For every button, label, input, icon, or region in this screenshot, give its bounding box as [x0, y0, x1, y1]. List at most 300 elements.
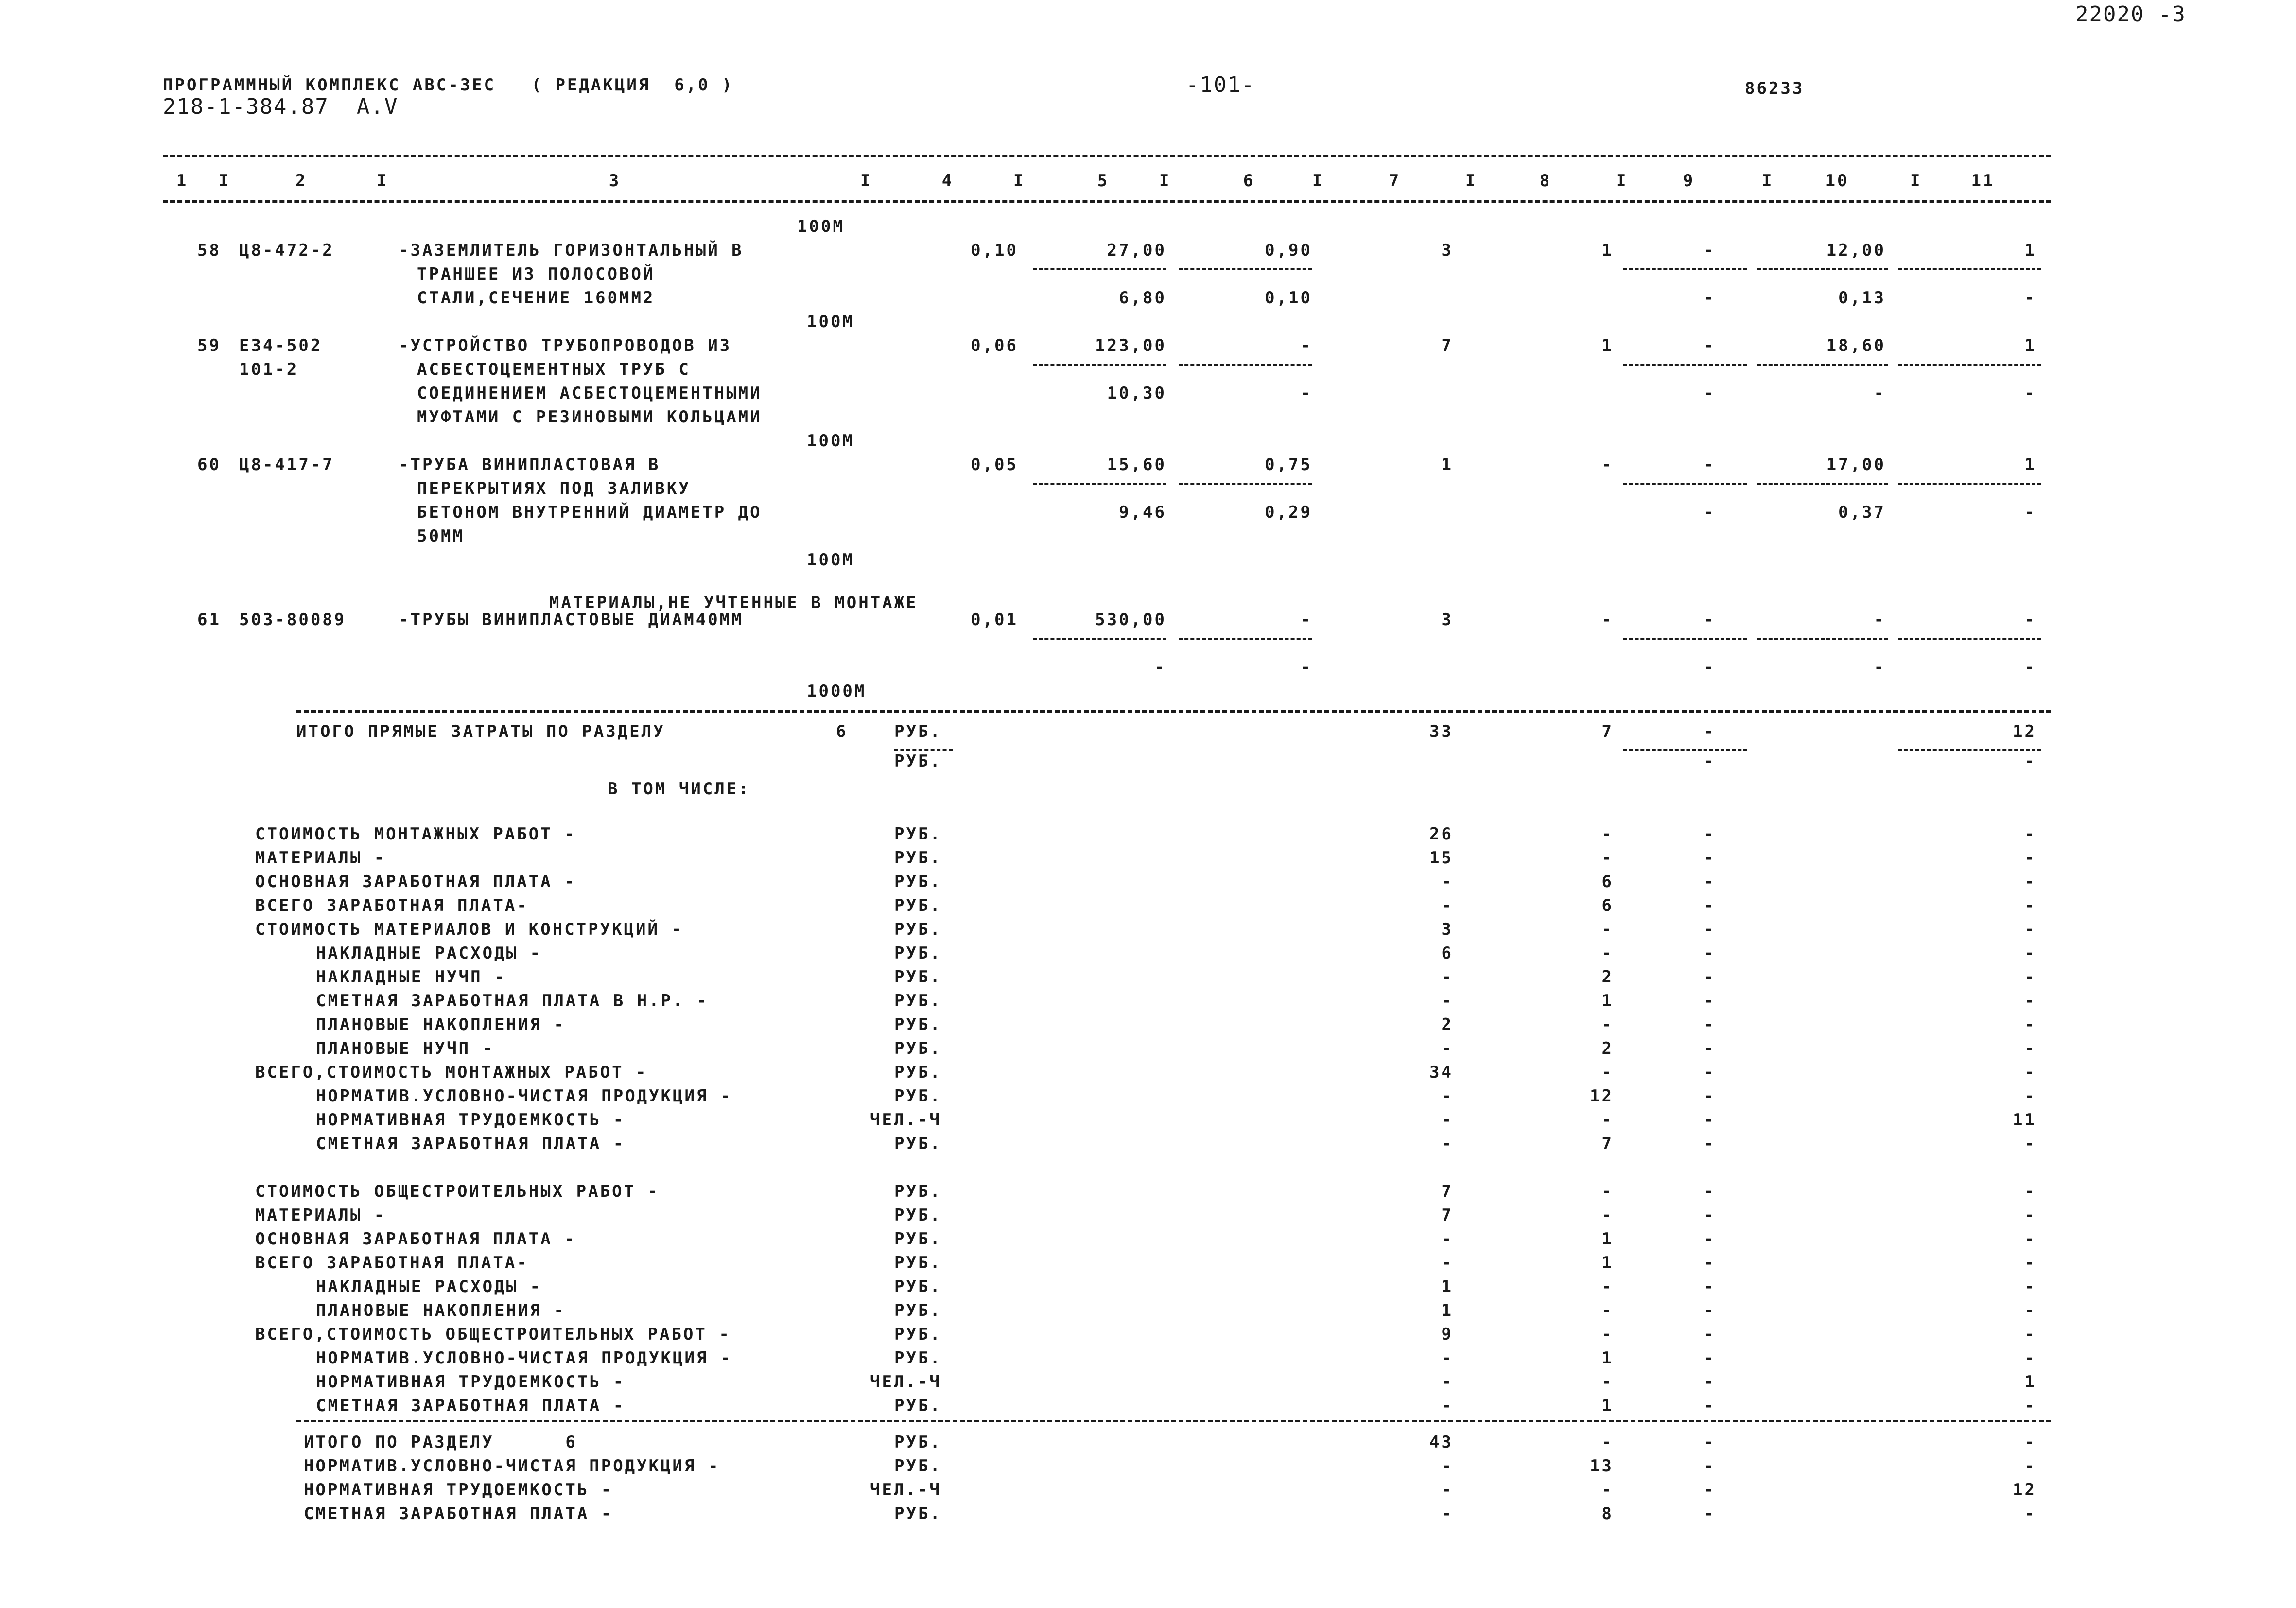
value-c10b: - — [1874, 657, 1886, 677]
item-code: 101-2 — [239, 360, 299, 379]
item-number: 59 — [197, 336, 221, 355]
summary-c11: - — [2024, 1396, 2036, 1416]
sub-rule — [1033, 364, 1166, 366]
sub-rule — [1179, 638, 1312, 640]
summary-label: ВСЕГО ЗАРАБОТНАЯ ПЛАТА- — [255, 1253, 529, 1273]
value-c8: 1 — [1601, 336, 1614, 355]
summary-c9: - — [1704, 1276, 1716, 1296]
summary-c9: - — [1704, 848, 1716, 868]
summary-c8: - — [1601, 1014, 1614, 1034]
item-unit: 1000М — [807, 681, 867, 701]
column-header-8: 8 — [1539, 171, 1552, 191]
summary-c7: 2 — [1441, 1014, 1453, 1034]
summary-label: ВСЕГО,СТОИМОСТЬ ОБЩЕСТРОИТЕЛЬНЫХ РАБОТ - — [255, 1324, 731, 1344]
unit-label: РУБ. — [894, 967, 942, 987]
item-number: 61 — [197, 610, 221, 629]
value-c11: - — [2024, 610, 2036, 629]
summary-c8: 1 — [1601, 991, 1614, 1011]
summary-c7: 7 — [1441, 1181, 1453, 1201]
summary-c8: 1 — [1601, 1229, 1614, 1249]
unit-label: РУБ. — [894, 991, 942, 1011]
sub-rule — [1623, 749, 1747, 751]
item-code: 503-80089 — [239, 610, 347, 629]
summary-label: ПЛАНОВЫЕ НАКОПЛЕНИЯ - — [316, 1300, 566, 1320]
summary-c9: - — [1704, 919, 1716, 939]
section-total-c8: 8 — [1601, 1503, 1614, 1523]
section-total-c9: - — [1704, 1480, 1716, 1500]
column-separator: I — [1159, 171, 1171, 191]
unit-label: РУБ. — [894, 1348, 942, 1368]
summary-c7: - — [1441, 1396, 1453, 1416]
sub-rule — [1033, 268, 1166, 270]
unit-label: РУБ. — [894, 919, 942, 939]
column-header-5: 5 — [1097, 171, 1110, 191]
sub-rule — [1757, 483, 1888, 485]
quantity: 0,06 — [971, 336, 1018, 355]
total-direct-label: ИТОГО ПРЯМЫЕ ЗАТРАТЫ ПО РАЗДЕЛУ — [296, 721, 665, 741]
summary-c8: 2 — [1601, 1038, 1614, 1058]
section-total-c7: - — [1441, 1456, 1453, 1476]
document-number: 86233 — [1745, 79, 1805, 98]
summary-c9: - — [1704, 1324, 1716, 1344]
sub-rule — [1623, 483, 1747, 485]
summary-c11: - — [2024, 895, 2036, 915]
sub-rule — [1757, 268, 1888, 270]
value-c10: - — [1874, 610, 1886, 629]
total-direct-c7: 33 — [1429, 721, 1453, 741]
including-label: В ТОМ ЧИСЛЕ: — [608, 779, 750, 799]
unit-label: РУБ. — [894, 751, 942, 771]
summary-c9: - — [1704, 1372, 1716, 1392]
materials-section-title: МАТЕРИАЛЫ,НЕ УЧТЕННЫЕ В МОНТАЖЕ — [549, 593, 918, 613]
column-header-2: 2 — [295, 171, 308, 191]
summary-c9: - — [1704, 943, 1716, 963]
value-c11b: - — [2024, 384, 2036, 403]
summary-c7: 1 — [1441, 1276, 1453, 1296]
item-description: ТРАНШЕЕ ИЗ ПОЛОСОВОЙ — [417, 264, 655, 284]
section-total-c11: - — [2024, 1432, 2036, 1452]
summary-c11: - — [2024, 1276, 2036, 1296]
summary-c8: - — [1601, 824, 1614, 844]
value-c10: 12,00 — [1826, 241, 1886, 260]
section-total-label: СМЕТНАЯ ЗАРАБОТНАЯ ПЛАТА - — [304, 1503, 613, 1523]
summary-label: ПЛАНОВЫЕ НУЧП - — [316, 1038, 495, 1058]
summary-c11: - — [2024, 967, 2036, 987]
summary-c11: - — [2024, 1300, 2036, 1320]
summary-c11: - — [2024, 1062, 2036, 1082]
sub-rule — [1033, 483, 1166, 485]
summary-c7: - — [1441, 872, 1453, 891]
summary-c7: 3 — [1441, 919, 1453, 939]
unit-label: РУБ. — [894, 824, 942, 844]
total-direct-c9: - — [1704, 721, 1716, 741]
value-c9b: - — [1704, 503, 1716, 522]
unit-label: РУБ. — [894, 1253, 942, 1273]
summary-c11: - — [2024, 1181, 2036, 1201]
value-c6: - — [1300, 610, 1312, 629]
section-total-c8: - — [1601, 1480, 1614, 1500]
summary-c11: - — [2024, 1014, 2036, 1034]
unit-label: 100М — [797, 217, 845, 236]
summary-label: МАТЕРИАЛЫ - — [255, 848, 386, 868]
summary-c11: - — [2024, 1134, 2036, 1154]
section-total-c7: - — [1441, 1503, 1453, 1523]
item-description: СОЕДИНЕНИЕМ АСБЕСТОЦЕМЕНТНЫМИ — [417, 384, 762, 403]
summary-c7: 26 — [1429, 824, 1453, 844]
summary-c9: - — [1704, 872, 1716, 891]
item-unit: 100М — [807, 431, 854, 451]
summary-label: НАКЛАДНЫЕ РАСХОДЫ - — [316, 1276, 542, 1296]
unit-label: РУБ. — [894, 721, 942, 741]
dashed-rule — [296, 1420, 2051, 1422]
section-total-c9: - — [1704, 1432, 1716, 1452]
value-c6b: 0,29 — [1265, 503, 1312, 522]
summary-c7: 7 — [1441, 1205, 1453, 1225]
summary-c7: - — [1441, 1372, 1453, 1392]
summary-c9: - — [1704, 967, 1716, 987]
value-c5: 123,00 — [1095, 336, 1166, 355]
project-code: 218-1-384.87 A.V — [163, 94, 399, 119]
section-total-c11: 12 — [2013, 1480, 2036, 1500]
item-description: БЕТОНОМ ВНУТРЕННИЙ ДИАМЕТР ДО — [417, 503, 762, 522]
unit-label: РУБ. — [894, 1456, 942, 1476]
value-c7: 1 — [1441, 455, 1453, 474]
summary-c7: - — [1441, 1134, 1453, 1154]
unit-label: РУБ. — [894, 1014, 942, 1034]
summary-c11: - — [2024, 1253, 2036, 1273]
unit-label: РУБ. — [894, 1300, 942, 1320]
summary-c11: - — [2024, 848, 2036, 868]
value-c7: 3 — [1441, 241, 1453, 260]
summary-c8: 1 — [1601, 1348, 1614, 1368]
total-direct-c11b: - — [2024, 751, 2036, 771]
value-c11: 1 — [2024, 336, 2036, 355]
summary-c8: - — [1601, 1181, 1614, 1201]
summary-c7: 15 — [1429, 848, 1453, 868]
value-c5b: - — [1154, 657, 1166, 677]
column-separator: I — [1465, 171, 1478, 191]
column-separator: I — [219, 171, 231, 191]
value-c6: 0,90 — [1265, 241, 1312, 260]
unit-label: РУБ. — [894, 1396, 942, 1416]
summary-label: СТОИМОСТЬ МОНТАЖНЫХ РАБОТ - — [255, 824, 576, 844]
column-separator: I — [860, 171, 872, 191]
sub-rule — [1898, 638, 2041, 640]
summary-c8: 12 — [1590, 1086, 1614, 1106]
section-total-c8: - — [1601, 1432, 1614, 1452]
summary-c7: - — [1441, 1348, 1453, 1368]
unit-label: РУБ. — [894, 1324, 942, 1344]
column-header-9: 9 — [1683, 171, 1695, 191]
summary-c8: - — [1601, 1324, 1614, 1344]
summary-c7: 34 — [1429, 1062, 1453, 1082]
summary-label: НАКЛАДНЫЕ НУЧП - — [316, 967, 506, 987]
value-c10b: 0,13 — [1838, 288, 1886, 308]
dashed-rule — [163, 200, 2051, 203]
summary-label: ВСЕГО,СТОИМОСТЬ МОНТАЖНЫХ РАБОТ - — [255, 1062, 648, 1082]
item-description: МУФТАМИ С РЕЗИНОВЫМИ КОЛЬЦАМИ — [417, 407, 762, 427]
section-total-c11: - — [2024, 1503, 2036, 1523]
column-separator: I — [1616, 171, 1628, 191]
summary-c7: - — [1441, 895, 1453, 915]
summary-label: НОРМАТИВ.УСЛОВНО-ЧИСТАЯ ПРОДУКЦИЯ - — [316, 1348, 732, 1368]
summary-c8: 7 — [1601, 1134, 1614, 1154]
summary-c9: - — [1704, 1110, 1716, 1130]
summary-c7: - — [1441, 1038, 1453, 1058]
column-header-11: 11 — [1971, 171, 1995, 191]
unit-label: РУБ. — [894, 895, 942, 915]
summary-c8: 2 — [1601, 967, 1614, 987]
summary-c11: - — [2024, 991, 2036, 1011]
total-direct-c11: 12 — [2013, 721, 2036, 741]
value-c5: 15,60 — [1107, 455, 1166, 474]
value-c9: - — [1704, 336, 1716, 355]
value-c10: 18,60 — [1826, 336, 1886, 355]
value-c11b: - — [2024, 657, 2036, 677]
summary-c7: 1 — [1441, 1300, 1453, 1320]
summary-c9: - — [1704, 1396, 1716, 1416]
value-c7: 7 — [1441, 336, 1453, 355]
sub-rule — [1179, 364, 1312, 366]
item-description: 50ММ — [417, 526, 465, 546]
section-total-label: НОРМАТИВ.УСЛОВНО-ЧИСТАЯ ПРОДУКЦИЯ - — [304, 1456, 720, 1476]
column-header-1: 1 — [176, 171, 189, 191]
unit-label: РУБ. — [894, 1432, 942, 1452]
total-direct-section: 6 — [836, 721, 848, 741]
value-c11: 1 — [2024, 241, 2036, 260]
summary-label: НОРМАТИВ.УСЛОВНО-ЧИСТАЯ ПРОДУКЦИЯ - — [316, 1086, 732, 1106]
column-separator: I — [1312, 171, 1324, 191]
page-number: -101- — [1186, 72, 1255, 97]
summary-c11: 11 — [2013, 1110, 2036, 1130]
value-c6: - — [1300, 336, 1312, 355]
summary-c11: - — [2024, 824, 2036, 844]
summary-c8: - — [1601, 1276, 1614, 1296]
section-total-c9: - — [1704, 1456, 1716, 1476]
section-total-c7: 43 — [1429, 1432, 1453, 1452]
summary-c11: - — [2024, 1229, 2036, 1249]
summary-c7: - — [1441, 1253, 1453, 1273]
summary-c9: - — [1704, 1181, 1716, 1201]
summary-label: СТОИМОСТЬ ОБЩЕСТРОИТЕЛЬНЫХ РАБОТ - — [255, 1181, 660, 1201]
value-c6b: - — [1300, 657, 1312, 677]
value-c9: - — [1704, 241, 1716, 260]
value-c8: - — [1601, 455, 1614, 474]
value-c5b: 6,80 — [1119, 288, 1166, 308]
summary-c8: - — [1601, 1300, 1614, 1320]
program-title: ПРОГРАММНЫЙ КОМПЛЕКС АВС-ЗЕС ( РЕДАКЦИЯ 6,0 ) — [163, 75, 734, 95]
value-c6b: 0,10 — [1265, 288, 1312, 308]
sub-rule — [894, 749, 953, 751]
total-direct-c9b: - — [1704, 751, 1716, 771]
value-c8: 1 — [1601, 241, 1614, 260]
dashed-rule — [296, 710, 2051, 713]
value-c5: 27,00 — [1107, 241, 1166, 260]
item-number: 58 — [197, 241, 221, 260]
summary-c9: - — [1704, 991, 1716, 1011]
summary-c9: - — [1704, 1348, 1716, 1368]
column-header-10: 10 — [1825, 171, 1849, 191]
unit-label: РУБ. — [894, 1134, 942, 1154]
item-unit: 100М — [807, 312, 854, 332]
summary-c8: 1 — [1601, 1396, 1614, 1416]
sub-rule — [1757, 364, 1888, 366]
sub-rule — [1898, 749, 2041, 751]
section-total-c11: - — [2024, 1456, 2036, 1476]
quantity: 0,10 — [971, 241, 1018, 260]
unit-label: РУБ. — [894, 1062, 942, 1082]
corner-note: 22020 -3 — [2075, 2, 2186, 27]
unit-label: ЧЕЛ.-Ч — [870, 1480, 941, 1500]
value-c10b: - — [1874, 384, 1886, 403]
item-description: -ТРУБЫ ВИНИПЛАСТОВЫЕ ДИАМ40ММ — [399, 610, 744, 629]
summary-label: НАКЛАДНЫЕ РАСХОДЫ - — [316, 943, 542, 963]
summary-c8: - — [1601, 943, 1614, 963]
value-c5: 530,00 — [1095, 610, 1166, 629]
unit-label: РУБ. — [894, 848, 942, 868]
summary-c8: - — [1601, 1110, 1614, 1130]
summary-c8: - — [1601, 1062, 1614, 1082]
section-total-c7: - — [1441, 1480, 1453, 1500]
summary-label: СМЕТНАЯ ЗАРАБОТНАЯ ПЛАТА В Н.Р. - — [316, 991, 709, 1011]
summary-c8: - — [1601, 848, 1614, 868]
summary-c7: - — [1441, 1086, 1453, 1106]
value-c11b: - — [2024, 503, 2036, 522]
value-c11b: - — [2024, 288, 2036, 308]
column-separator: I — [1910, 171, 1922, 191]
summary-c8: - — [1601, 1205, 1614, 1225]
summary-c8: - — [1601, 919, 1614, 939]
section-total-label: ИТОГО ПО РАЗДЕЛУ 6 — [304, 1432, 577, 1452]
item-description: АСБЕСТОЦЕМЕНТНЫХ ТРУБ С — [417, 360, 691, 379]
unit-label: РУБ. — [894, 1205, 942, 1225]
unit-label: РУБ. — [894, 872, 942, 891]
summary-c7: - — [1441, 967, 1453, 987]
summary-label: МАТЕРИАЛЫ - — [255, 1205, 386, 1225]
summary-label: СТОИМОСТЬ МАТЕРИАЛОВ И КОНСТРУКЦИЙ - — [255, 919, 683, 939]
column-header-3: 3 — [609, 171, 621, 191]
unit-label: ЧЕЛ.-Ч — [870, 1110, 941, 1130]
summary-c7: 6 — [1441, 943, 1453, 963]
sub-rule — [1898, 268, 2041, 270]
unit-label: РУБ. — [894, 1276, 942, 1296]
unit-label: РУБ. — [894, 943, 942, 963]
summary-label: ОСНОВНАЯ ЗАРАБОТНАЯ ПЛАТА - — [255, 1229, 576, 1249]
value-c5b: 9,46 — [1119, 503, 1166, 522]
summary-c11: - — [2024, 872, 2036, 891]
summary-label: ВСЕГО ЗАРАБОТНАЯ ПЛАТА- — [255, 895, 529, 915]
item-description: СТАЛИ,СЕЧЕНИЕ 160ММ2 — [417, 288, 655, 308]
sub-rule — [1179, 483, 1312, 485]
sub-rule — [1898, 364, 2041, 366]
summary-c11: - — [2024, 1086, 2036, 1106]
item-code: Ц8-472-2 — [239, 241, 334, 260]
summary-c11: - — [2024, 919, 2036, 939]
summary-label: ПЛАНОВЫЕ НАКОПЛЕНИЯ - — [316, 1014, 566, 1034]
summary-c7: - — [1441, 1229, 1453, 1249]
section-total-c8: 13 — [1590, 1456, 1614, 1476]
unit-label: РУБ. — [894, 1503, 942, 1523]
quantity: 0,05 — [971, 455, 1018, 474]
summary-c8: 6 — [1601, 872, 1614, 891]
section-total-c9: - — [1704, 1503, 1716, 1523]
unit-label: РУБ. — [894, 1229, 942, 1249]
unit-label: РУБ. — [894, 1086, 942, 1106]
summary-c8: - — [1601, 1372, 1614, 1392]
summary-label: СМЕТНАЯ ЗАРАБОТНАЯ ПЛАТА - — [316, 1134, 626, 1154]
summary-c11: - — [2024, 1038, 2036, 1058]
summary-c8: 6 — [1601, 895, 1614, 915]
value-c6: 0,75 — [1265, 455, 1312, 474]
value-c11: 1 — [2024, 455, 2036, 474]
sub-rule — [1757, 638, 1888, 640]
item-description: -УСТРОЙСТВО ТРУБОПРОВОДОВ ИЗ — [399, 336, 732, 355]
column-header-6: 6 — [1243, 171, 1255, 191]
unit-label: РУБ. — [894, 1038, 942, 1058]
value-c6b: - — [1300, 384, 1312, 403]
value-c9: - — [1704, 455, 1716, 474]
summary-c9: - — [1704, 1229, 1716, 1249]
summary-label: СМЕТНАЯ ЗАРАБОТНАЯ ПЛАТА - — [316, 1396, 626, 1416]
summary-c9: - — [1704, 1038, 1716, 1058]
sub-rule — [1623, 268, 1747, 270]
quantity: 0,01 — [971, 610, 1018, 629]
sub-rule — [1623, 364, 1747, 366]
value-c10: 17,00 — [1826, 455, 1886, 474]
summary-label: НОРМАТИВНАЯ ТРУДОЕМКОСТЬ - — [316, 1110, 626, 1130]
section-total-label: НОРМАТИВНАЯ ТРУДОЕМКОСТЬ - — [304, 1480, 613, 1500]
summary-c8: 1 — [1601, 1253, 1614, 1273]
sub-rule — [1623, 638, 1747, 640]
summary-label: ОСНОВНАЯ ЗАРАБОТНАЯ ПЛАТА - — [255, 872, 576, 891]
item-description: ПЕРЕКРЫТИЯХ ПОД ЗАЛИВКУ — [417, 479, 691, 498]
sub-rule — [1033, 638, 1166, 640]
summary-c9: - — [1704, 1253, 1716, 1273]
value-c5b: 10,30 — [1107, 384, 1166, 403]
summary-c11: 1 — [2024, 1372, 2036, 1392]
column-separator: I — [1013, 171, 1026, 191]
item-number: 60 — [197, 455, 221, 474]
summary-c11: - — [2024, 1324, 2036, 1344]
value-c10b: 0,37 — [1838, 503, 1886, 522]
value-c8: - — [1601, 610, 1614, 629]
summary-c9: - — [1704, 1205, 1716, 1225]
item-description: -ТРУБА ВИНИПЛАСТОВАЯ В — [399, 455, 661, 474]
summary-c9: - — [1704, 1086, 1716, 1106]
sub-rule — [1179, 268, 1312, 270]
unit-label: РУБ. — [894, 1181, 942, 1201]
summary-c9: - — [1704, 824, 1716, 844]
summary-c11: - — [2024, 1348, 2036, 1368]
column-separator: I — [1762, 171, 1774, 191]
summary-c9: - — [1704, 1062, 1716, 1082]
summary-c11: - — [2024, 943, 2036, 963]
item-code: Е34-502 — [239, 336, 323, 355]
summary-label: НОРМАТИВНАЯ ТРУДОЕМКОСТЬ - — [316, 1372, 626, 1392]
unit-label: ЧЕЛ.-Ч — [870, 1372, 941, 1392]
summary-c9: - — [1704, 895, 1716, 915]
summary-c9: - — [1704, 1134, 1716, 1154]
column-header-4: 4 — [941, 171, 954, 191]
value-c9b: - — [1704, 657, 1716, 677]
dashed-rule — [163, 155, 2051, 157]
column-separator: I — [377, 171, 389, 191]
value-c7: 3 — [1441, 610, 1453, 629]
summary-c7: - — [1441, 991, 1453, 1011]
total-direct-c8: 7 — [1601, 721, 1614, 741]
item-code: Ц8-417-7 — [239, 455, 334, 474]
summary-c9: - — [1704, 1014, 1716, 1034]
